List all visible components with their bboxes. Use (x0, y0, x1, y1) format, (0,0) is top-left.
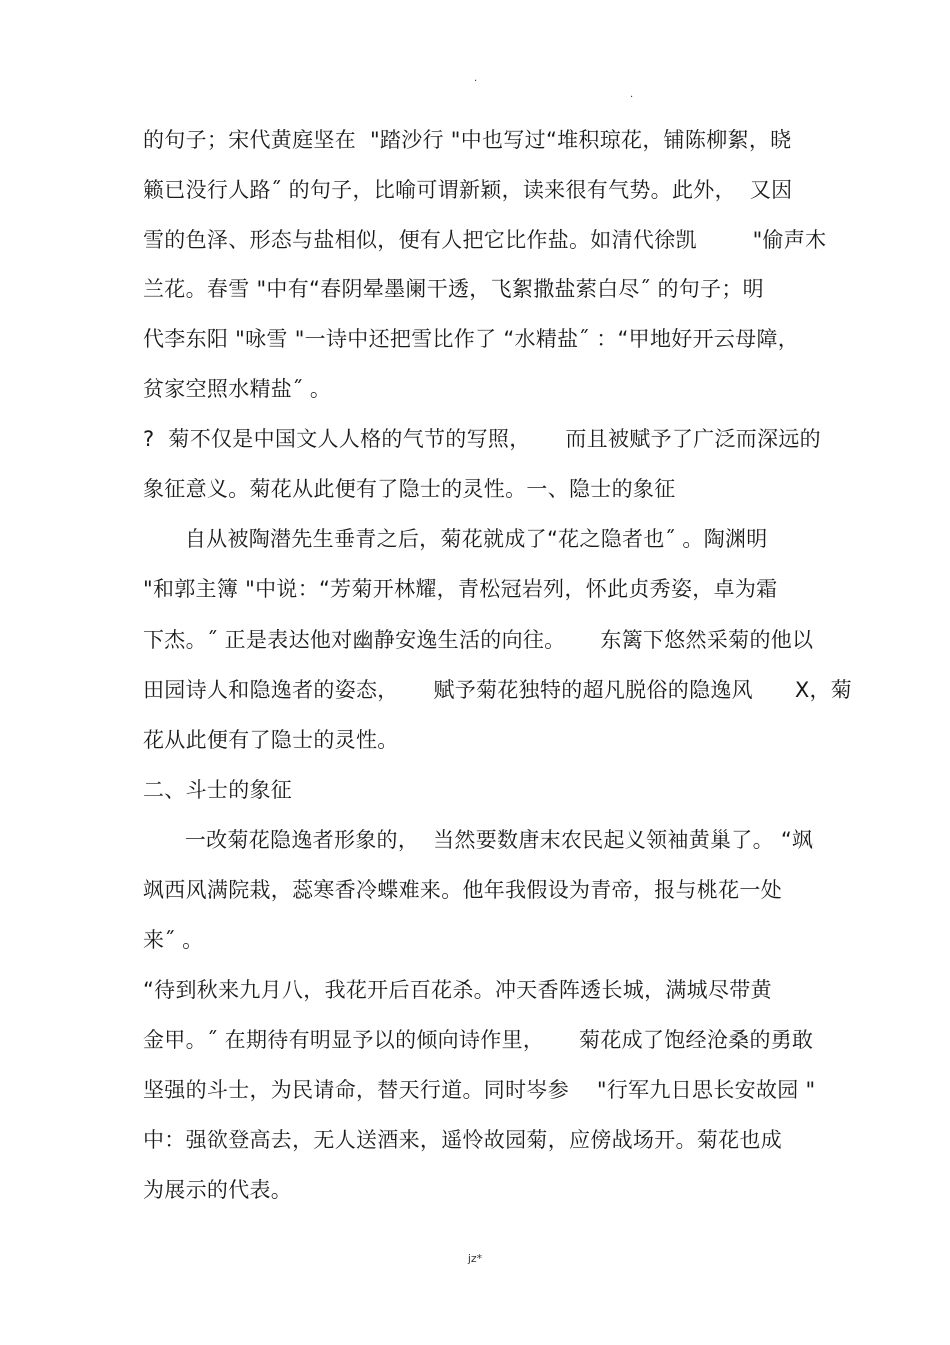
text-line: 来˝ 。 (143, 928, 204, 952)
text-line: 一改菊花隐逸者形象的， 当然要数唐末农民起义领袖黄巢了。 “飒 (143, 828, 814, 852)
page-footer: jz* (467, 1252, 483, 1265)
header-dot-right: . (630, 89, 634, 100)
text-line: 为展示的代表。 (143, 1178, 293, 1202)
text-line: 坚强的斗士，为民请命，替天行道。同时岑参 "行军九日思长安故园 " (143, 1078, 816, 1102)
text-line: 贫家空照水精盐˝ 。 (143, 377, 332, 401)
text-line: 中：强欲登高去，无人送酒来，遥怜故园菊，应傍战场开。菊花也成 (143, 1128, 782, 1152)
text-line: 籁已没行人路˝ 的句子，比喻可谓新颖，读来很有气势。此外， 又因 (143, 178, 793, 202)
header-dot-left: . (474, 73, 478, 84)
text-line: 自从被陶潜先生垂青之后，菊花就成了“花之隐者也˝ 。陶渊明 (143, 527, 768, 551)
text-line: "和郭主簿 "中说：“芳菊开林耀，青松冠岩列，怀此贞秀姿，卓为霜 (143, 577, 778, 601)
text-line: 兰花。春雪 "中有“春阴晕墨阑干透，飞絮撒盐萦白尽˝ 的句子；明 (143, 277, 764, 301)
text-line: 代李东阳 "咏雪 "一诗中还把雪比作了 “水精盐˝ ：“甲地好开云母障， (143, 327, 800, 351)
text-line: 象征意义。菊花从此便有了隐士的灵性。一、隐士的象征 (143, 477, 676, 501)
text-line: ? 菊不仅是中国文人人格的气节的写照， 而且被赋予了广泛而深远的 (143, 427, 821, 451)
text-line: 田园诗人和隐逸者的姿态， 赋予菊花独特的超凡脱俗的隐逸风 X，菊 (143, 678, 853, 702)
text-line: 飒西风满院栽，蕊寒香冷蝶难来。他年我假设为青帝，报与桃花一处 (143, 878, 782, 902)
text-line: 下杰。˝ 正是表达他对幽静安逸生活的向往。 东篱下悠然采菊的他以 (143, 628, 814, 652)
text-line: 金甲。˝ 在期待有明显予以的倾向诗作里， 菊花成了饱经沧桑的勇敢 (143, 1028, 814, 1052)
text-line: “待到秋来九月八，我花开后百花杀。冲天香阵透长城，满城尽带黄 (143, 978, 772, 1002)
text-line: 雪的色泽、形态与盐相似，便有人把它比作盐。如清代徐凯 "偷声木 (143, 228, 827, 252)
text-line: 的句子；宋代黄庭坚在 "踏沙行 "中也写过“堆积琼花，铺陈柳絮，晓 (143, 128, 792, 152)
text-line: 花从此便有了隐士的灵性。 (143, 728, 399, 752)
text-line: 二、斗士的象征 (143, 778, 293, 802)
